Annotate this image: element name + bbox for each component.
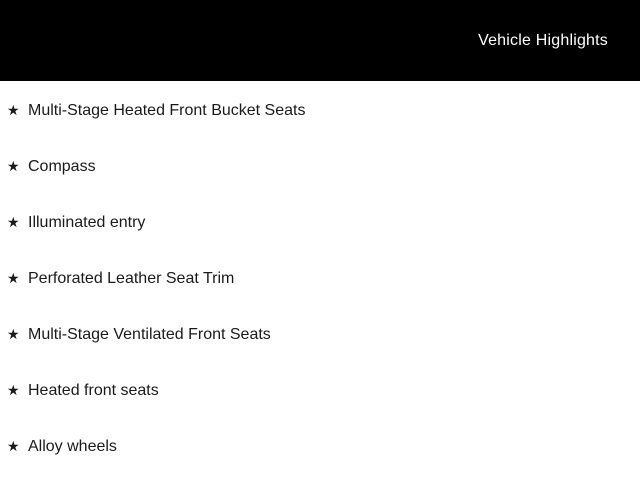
header-bar <box>0 0 640 81</box>
highlight-label: Illuminated entry <box>28 214 146 231</box>
list-item <box>0 251 640 307</box>
list-item <box>0 139 640 195</box>
list-item <box>0 363 640 419</box>
highlight-label: Heated front seats <box>28 382 159 399</box>
star-icon: ★ <box>7 382 20 398</box>
star-icon: ★ <box>7 214 20 230</box>
star-icon: ★ <box>7 158 20 174</box>
star-icon: ★ <box>7 326 20 342</box>
highlight-label: Perforated Leather Seat Trim <box>28 270 235 287</box>
list-item <box>0 307 640 363</box>
highlight-label: Compass <box>28 158 96 175</box>
page-title: Vehicle Highlights <box>478 31 608 49</box>
list-item <box>0 195 640 251</box>
star-icon: ★ <box>7 270 20 286</box>
highlight-label: Multi-Stage Ventilated Front Seats <box>28 326 271 343</box>
list-item <box>0 83 640 139</box>
highlight-label: Multi-Stage Heated Front Bucket Seats <box>28 102 306 119</box>
highlight-label: Alloy wheels <box>28 438 117 455</box>
highlights-list <box>0 81 640 475</box>
star-icon: ★ <box>7 102 20 118</box>
star-icon: ★ <box>7 438 20 454</box>
list-item <box>0 419 640 475</box>
